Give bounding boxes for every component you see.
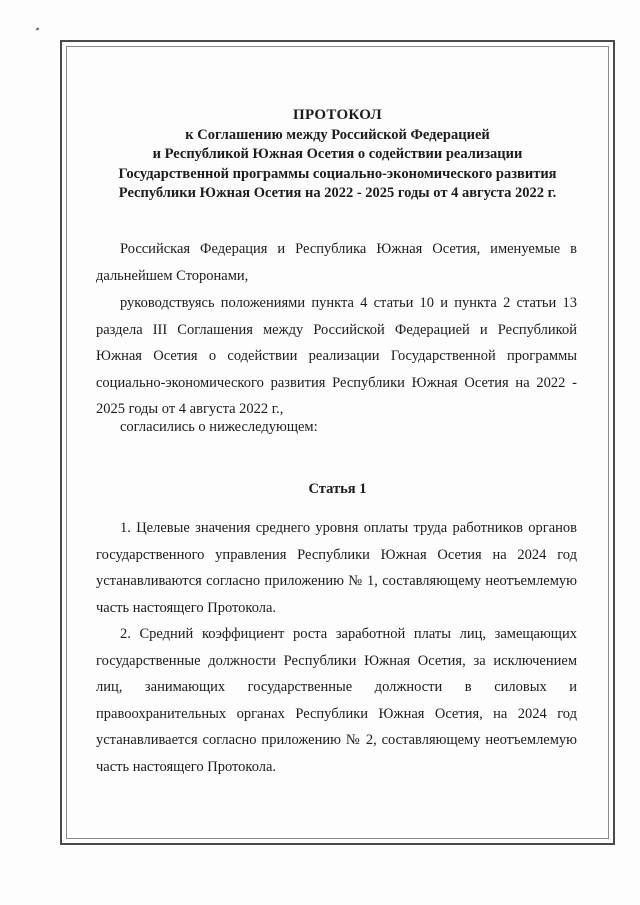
preamble-parties: Российская Федерация и Республика Южная Осетия, именуемые в дальнейшем Сторонами,	[96, 241, 577, 284]
article-1-heading: Статья 1	[308, 481, 367, 497]
preamble-agreed: согласились о нижеследующем:	[120, 419, 318, 435]
preamble-guided: руководствуясь положениями пункта 4 статьи 10 и пункта 2 статьи 13 раздела III Соглашения между Российской Федерацией и Республикой Южная Осетия о содействии реализации Государственной программы социально-экономического развития Республики Южная Осетия на 2022 - 2025 годы от 4 августа 2022 г.,	[96, 295, 577, 417]
subtitle-line-1: к Соглашению между Российской Федерацией	[185, 126, 490, 143]
subtitle-line-4: Республики Южная Осетия на 2022 - 2025 годы от 4 августа 2022 г.	[118, 185, 557, 201]
title-block	[90, 106, 585, 204]
document-title: ПРОТОКОЛ	[293, 107, 382, 123]
subtitle-line-2: и Республикой Южная Осетия о содействии реализации	[152, 146, 523, 162]
article-1-item-2: 2. Средний коэффициент роста заработной платы лиц, замещающих государственные должности Республики Южная Осетия, за исключением лиц, занимающих государственные должности в силовых и правоохранительных органах Республики Южная Осетия, на 2024 год устанавливается согласно приложению № 2, составляющему неотъемлемую часть настоящего Протокола.	[96, 626, 577, 775]
subtitle-line-3: Государственной программы социально-экономического развития	[118, 165, 557, 182]
article-1-item-1: 1. Целевые значения среднего уровня оплаты труда работников органов государственного управления Республики Южная Осетия на 2024 год устанавливаются согласно приложению № 1, составляющему неотъемлемую часть настоящего Протокола.	[96, 520, 577, 616]
scan-artifact	[36, 27, 40, 30]
